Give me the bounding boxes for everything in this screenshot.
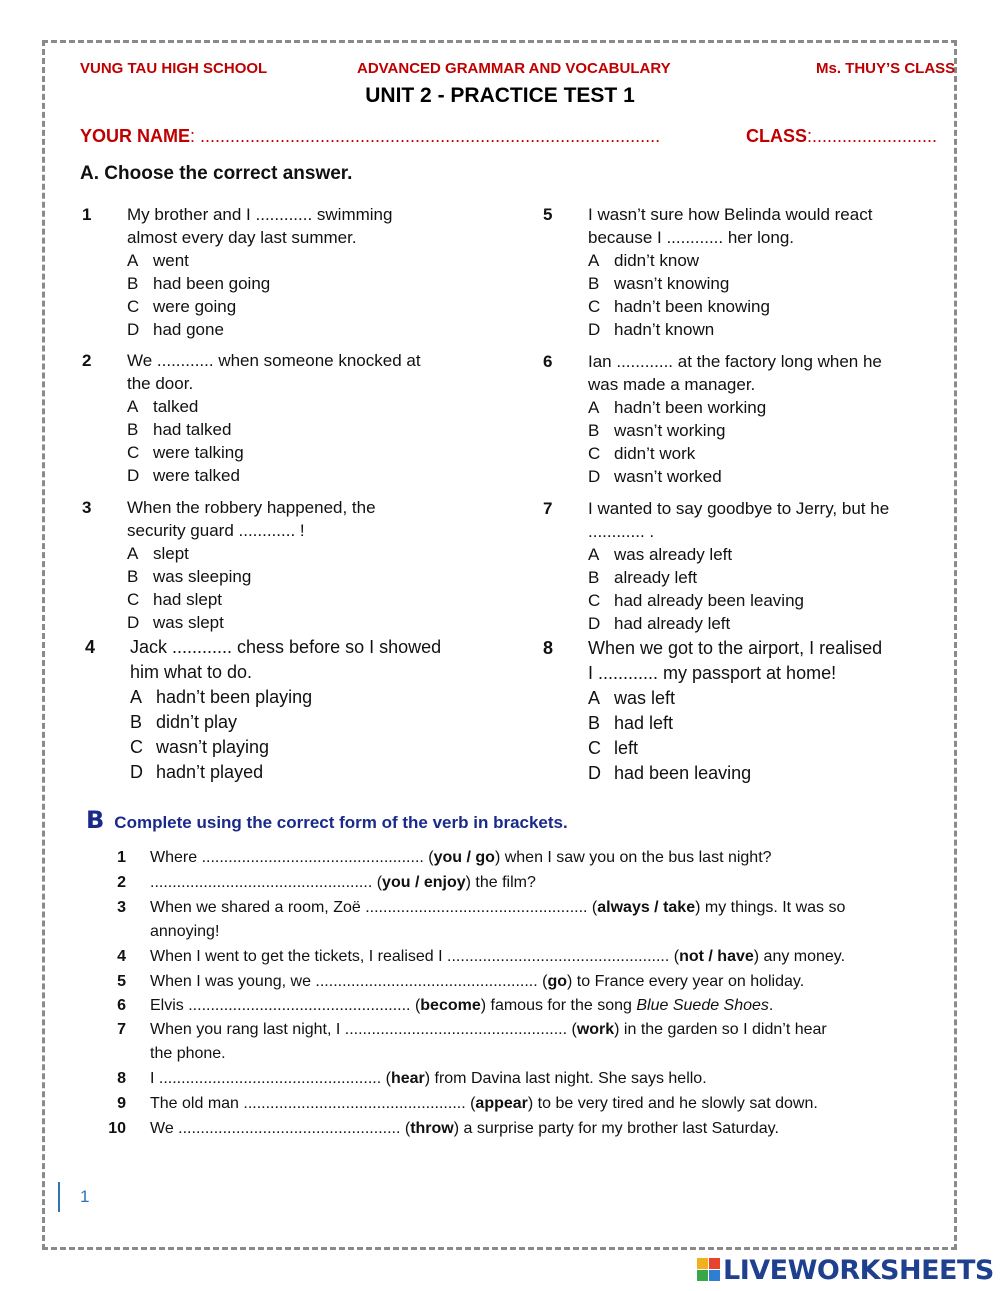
question-2 (82, 349, 421, 487)
subject-name: ADVANCED GRAMMAR AND VOCABULARY (357, 60, 671, 77)
gap-text: ) a surprise party for my brother last Saturday. (453, 1120, 779, 1137)
option-letter: D (588, 763, 601, 783)
option-d[interactable] (127, 318, 392, 341)
option-letter: D (130, 762, 143, 782)
gap-item-10 (98, 1117, 779, 1141)
option-a[interactable] (588, 543, 889, 566)
option-a[interactable] (127, 249, 392, 272)
question-1 (82, 203, 392, 341)
gap-text: ) when I saw you on the bus last night? (494, 849, 772, 866)
option-c[interactable] (127, 441, 421, 464)
option-text: was slept (153, 613, 224, 632)
teacher-class: Ms. THUY’S CLASS (816, 60, 956, 77)
option-letter: C (127, 297, 140, 316)
gap-text: ) my things. It was so (695, 899, 846, 916)
liveworksheets-logo (697, 1255, 994, 1286)
section-a-heading: A. Choose the correct answer. (80, 163, 353, 184)
option-text: hadn’t played (156, 762, 264, 782)
class-row (746, 126, 937, 147)
question-stem: I wanted to say goodbye to Jerry, but he (588, 499, 890, 518)
gap-blank[interactable]: Where .................................................. ( (150, 849, 434, 866)
option-text: had left (614, 713, 674, 733)
option-a[interactable] (588, 396, 882, 419)
verb-prompt: not / have (679, 948, 754, 965)
question-3 (82, 496, 376, 634)
option-text: hadn’t been knowing (614, 297, 770, 316)
verb-prompt: always / take (597, 899, 696, 916)
option-text: hadn’t been working (614, 398, 767, 417)
question-stem: Jack ............ chess before so I showed (130, 637, 442, 657)
gap-item-6 (98, 994, 773, 1018)
option-letter: A (588, 398, 600, 417)
option-c[interactable] (588, 295, 872, 318)
option-letter: A (127, 251, 139, 270)
name-field[interactable]: : ............................................................................................ (190, 126, 661, 146)
gap-item-3 (98, 896, 845, 944)
option-text: was left (614, 688, 676, 708)
name-label: YOUR NAME (80, 126, 191, 146)
option-text: were talked (153, 466, 240, 485)
option-text: didn’t play (156, 712, 238, 732)
question-stem: I wasn’t sure how Belinda would react (588, 205, 873, 224)
gap-text: ) any money. (753, 948, 846, 965)
gap-continuation: the phone. (150, 1045, 226, 1062)
option-text: was sleeping (153, 567, 252, 586)
option-c[interactable] (588, 736, 882, 761)
option-text: had been leaving (614, 763, 752, 783)
option-text: left (614, 738, 639, 758)
option-letter: B (588, 568, 600, 587)
gap-blank[interactable]: When I was young, we .................................................. ( (150, 973, 548, 990)
question-5 (543, 203, 872, 341)
option-letter: D (588, 614, 601, 633)
option-d[interactable] (130, 760, 441, 785)
gap-number: 8 (117, 1070, 126, 1087)
option-b[interactable] (130, 710, 441, 735)
question-stem: We ............ when someone knocked at (127, 351, 421, 370)
option-text: already left (614, 568, 698, 587)
gap-number: 7 (117, 1021, 126, 1038)
option-d[interactable] (127, 611, 376, 634)
name-row (80, 126, 660, 147)
question-number: 5 (543, 205, 553, 224)
option-b[interactable] (127, 565, 376, 588)
option-letter: B (130, 712, 143, 732)
option-text: slept (153, 544, 189, 563)
verb-prompt: work (576, 1021, 615, 1038)
option-text: wasn’t working (614, 421, 726, 440)
question-stem: Ian ............ at the factory long when he (588, 352, 882, 371)
gap-text: ) the film? (465, 874, 536, 891)
option-letter: B (127, 567, 139, 586)
option-letter: C (588, 444, 601, 463)
class-field[interactable]: :......................... (807, 126, 938, 146)
question-stem-cont: I ............ my passport at home! (588, 663, 837, 683)
gap-number: 6 (117, 997, 126, 1014)
gap-item-1 (98, 846, 772, 870)
option-text: was already left (614, 545, 733, 564)
option-d[interactable] (127, 464, 421, 487)
question-stem-cont: security guard ............ ! (127, 521, 305, 540)
question-stem-cont: him what to do. (130, 662, 253, 682)
question-8 (543, 636, 882, 786)
section-b-heading (86, 806, 568, 834)
verb-prompt: you / enjoy (382, 874, 466, 891)
gap-blank[interactable]: The old man .................................................. ( (150, 1095, 476, 1112)
option-a[interactable] (127, 395, 421, 418)
option-c[interactable] (130, 735, 441, 760)
option-text: wasn’t worked (614, 467, 722, 486)
option-letter: B (127, 274, 139, 293)
option-text: were going (153, 297, 237, 316)
gap-item-7 (98, 1018, 827, 1066)
liveworksheets-icon (697, 1258, 721, 1282)
gap-item-2 (98, 871, 536, 895)
option-text: didn’t work (614, 444, 696, 463)
verb-prompt: throw (410, 1120, 454, 1137)
option-text: didn’t know (614, 251, 700, 270)
option-letter: C (588, 591, 601, 610)
option-letter: A (127, 544, 139, 563)
gap-blank[interactable]: Elvis .................................................. ( (150, 997, 421, 1014)
option-letter: A (130, 687, 143, 707)
gap-number: 3 (117, 899, 126, 916)
question-number: 8 (543, 638, 554, 658)
question-number: 6 (543, 352, 553, 371)
option-letter: C (127, 443, 140, 462)
option-letter: C (588, 297, 601, 316)
question-4 (85, 635, 441, 785)
gap-item-5 (98, 970, 804, 994)
option-letter: A (127, 397, 139, 416)
gap-blank[interactable]: When we shared a room, Zoë .................................................. ( (150, 899, 598, 916)
liveworksheets-brand: LIVEWORKSHEETS (723, 1255, 994, 1286)
option-b[interactable] (127, 272, 392, 295)
question-stem-cont: because I ............ her long. (588, 228, 795, 247)
option-text: were talking (153, 443, 244, 462)
section-b-letter: B (86, 806, 105, 834)
option-text: went (153, 251, 189, 270)
option-text: had already been leaving (614, 591, 804, 610)
option-d[interactable] (588, 761, 882, 786)
option-c[interactable] (127, 588, 376, 611)
option-c[interactable] (588, 589, 889, 612)
option-letter: B (588, 713, 601, 733)
gap-number: 4 (117, 948, 126, 965)
option-text: had talked (153, 420, 232, 439)
gap-text: ) in the garden so I didn’t hear (614, 1021, 827, 1038)
option-c[interactable] (588, 442, 882, 465)
question-7 (543, 497, 889, 635)
option-letter: D (588, 320, 601, 339)
gap-number: 9 (117, 1095, 126, 1112)
gap-item-4 (98, 945, 845, 969)
gap-text: ) to be very tired and he slowly sat down. (527, 1095, 818, 1112)
option-text: had been going (153, 274, 271, 293)
option-a[interactable] (130, 685, 441, 710)
verb-prompt: go (547, 973, 567, 990)
question-number: 1 (82, 205, 92, 224)
option-b[interactable] (588, 272, 872, 295)
question-stem-cont: almost every day last summer. (127, 228, 357, 247)
question-number: 4 (85, 637, 96, 657)
option-text: wasn’t knowing (614, 274, 730, 293)
option-text: had slept (153, 590, 222, 609)
option-letter: D (127, 320, 140, 339)
option-text: wasn’t playing (156, 737, 270, 757)
option-a[interactable] (588, 686, 882, 711)
option-letter: C (127, 590, 140, 609)
question-stem-cont: ............ . (588, 522, 655, 541)
question-stem: When we got to the airport, I realised (588, 638, 883, 658)
song-title: Blue Suede Shoes (636, 997, 769, 1014)
gap-item-9 (98, 1092, 818, 1116)
question-number: 3 (82, 498, 92, 517)
verb-prompt: hear (390, 1070, 425, 1087)
verb-prompt: become (420, 997, 481, 1014)
option-letter: C (130, 737, 143, 757)
page-title: UNIT 2 - PRACTICE TEST 1 (365, 84, 635, 107)
option-b[interactable] (127, 418, 421, 441)
gap-text: ) to France every year on holiday. (567, 973, 805, 990)
gap-item-8 (98, 1067, 707, 1091)
option-b[interactable] (588, 419, 882, 442)
option-text: hadn’t known (614, 320, 715, 339)
option-b[interactable] (588, 566, 889, 589)
option-text: talked (153, 397, 199, 416)
option-letter: B (127, 420, 139, 439)
question-number: 2 (82, 351, 92, 370)
question-stem: When the robbery happened, the (127, 498, 376, 517)
page-number: 1 (58, 1182, 89, 1212)
gap-number: 5 (117, 973, 126, 990)
question-6 (543, 350, 882, 488)
gap-blank[interactable]: We .................................................. ( (150, 1120, 411, 1137)
option-letter: D (127, 613, 140, 632)
gap-text: ) from Davina last night. She says hello. (424, 1070, 707, 1087)
gap-continuation: annoying! (150, 923, 220, 940)
option-letter: C (588, 738, 601, 758)
option-letter: A (588, 545, 600, 564)
option-b[interactable] (588, 711, 882, 736)
option-d[interactable] (588, 465, 882, 488)
verb-prompt: appear (475, 1095, 528, 1112)
section-b-title: Complete using the correct form of the verb in brackets. (114, 813, 568, 832)
question-number: 7 (543, 499, 553, 518)
gap-blank[interactable]: I .................................................. ( (150, 1070, 391, 1087)
option-d[interactable] (588, 612, 889, 635)
option-letter: A (588, 688, 601, 708)
option-letter: D (588, 467, 601, 486)
option-text: had already left (614, 614, 731, 633)
option-c[interactable] (127, 295, 392, 318)
option-letter: A (588, 251, 600, 270)
option-a[interactable] (127, 542, 376, 565)
gap-blank[interactable]: When you rang last night, I .................................................. ( (150, 1021, 577, 1038)
gap-text-end: . (768, 997, 774, 1014)
school-name: VUNG TAU HIGH SCHOOL (80, 60, 268, 77)
option-d[interactable] (588, 318, 872, 341)
class-label: CLASS (746, 126, 808, 146)
question-stem-cont: was made a manager. (588, 375, 756, 394)
option-a[interactable] (588, 249, 872, 272)
gap-text: ) famous for the song (480, 997, 637, 1014)
gap-blank[interactable]: .................................................. ( (150, 874, 383, 891)
option-letter: D (127, 466, 140, 485)
gap-number: 1 (117, 849, 126, 866)
option-letter: B (588, 274, 600, 293)
gap-number: 2 (117, 874, 126, 891)
gap-blank[interactable]: When I went to get the tickets, I realised I .................................................. ( (150, 948, 680, 965)
question-stem-cont: the door. (127, 374, 194, 393)
option-text: had gone (153, 320, 224, 339)
gap-number: 10 (108, 1120, 126, 1137)
option-letter: B (588, 421, 600, 440)
question-stem: My brother and I ............ swimming (127, 205, 393, 224)
option-text: hadn’t been playing (156, 687, 313, 707)
verb-prompt: you / go (433, 849, 495, 866)
